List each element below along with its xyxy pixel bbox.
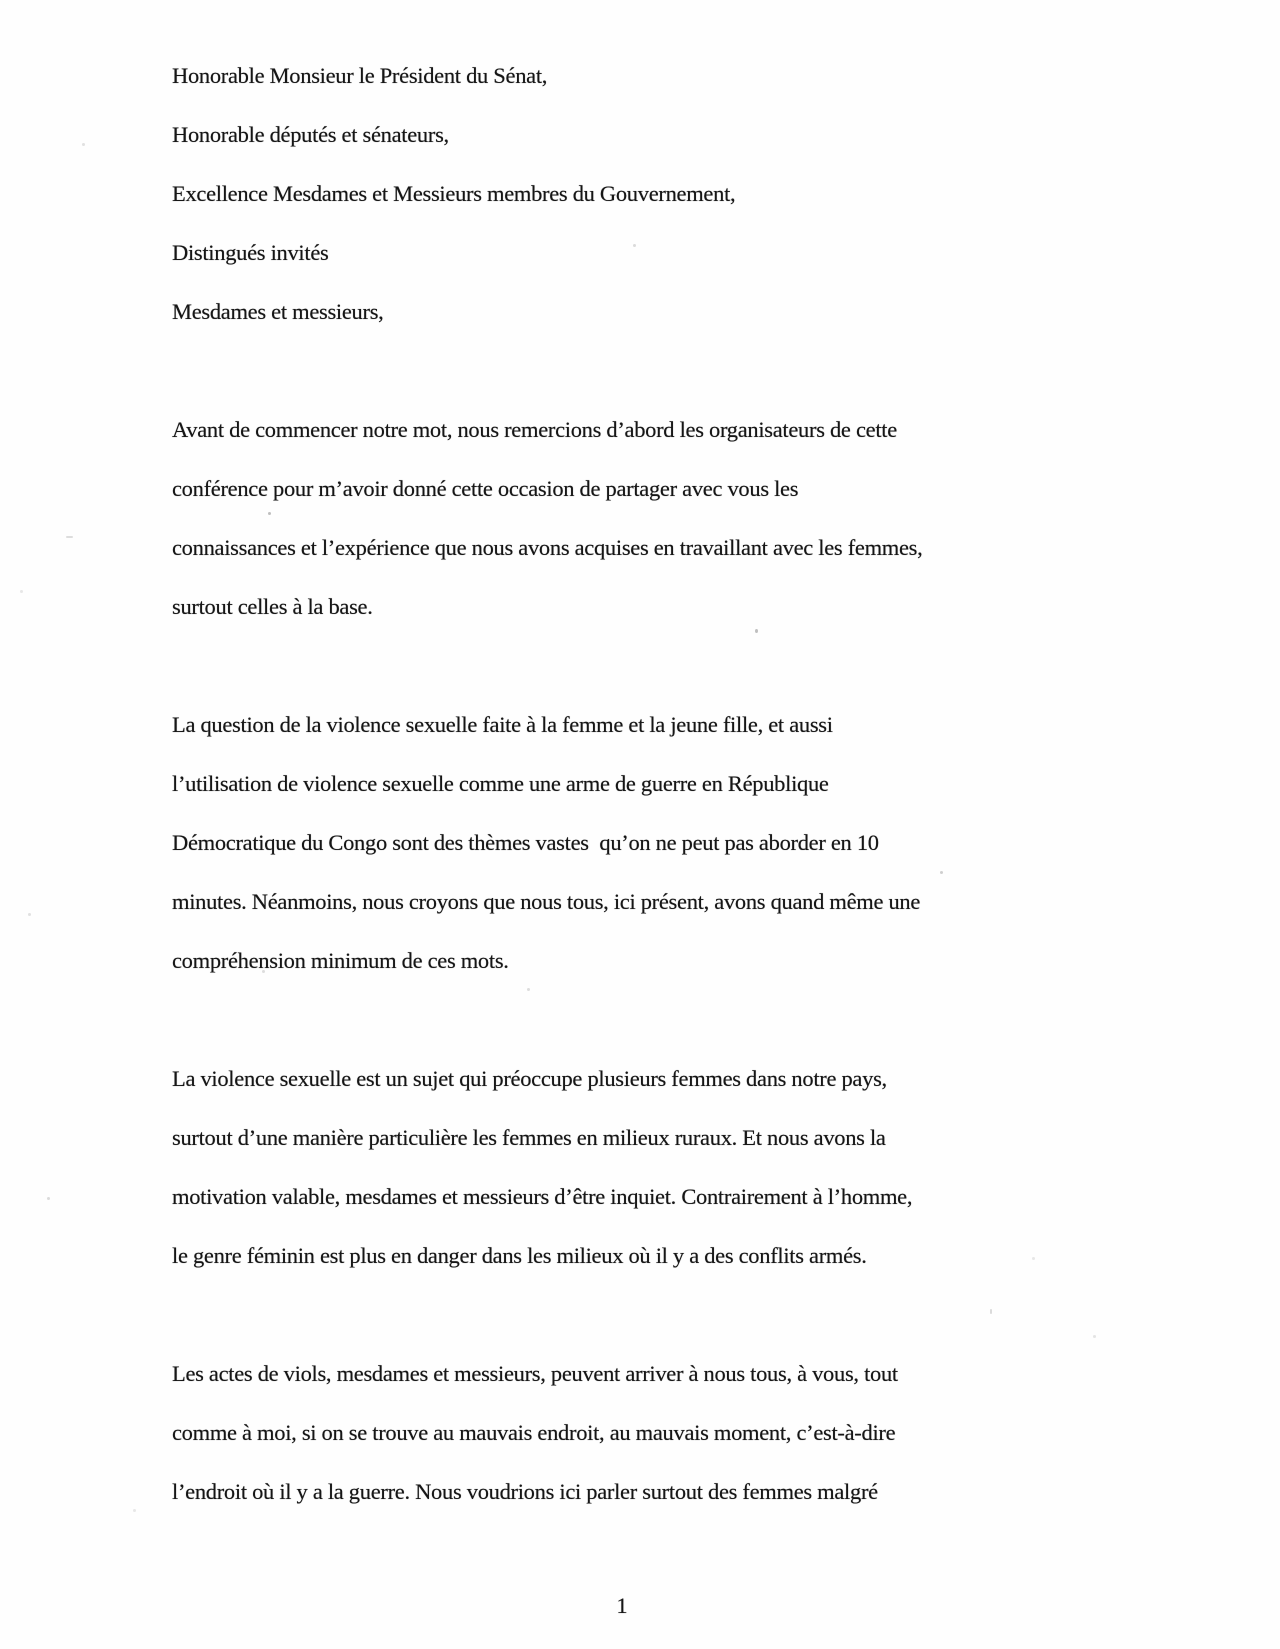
salutation-line: Honorable Monsieur le Président du Sénat,: [172, 63, 548, 88]
paragraph-4-line: comme à moi, si on se trouve au mauvais endroit, au mauvais moment, c’est-à-dire: [172, 1420, 896, 1445]
scan-speck: [20, 590, 23, 593]
scan-speck: [28, 913, 31, 916]
scan-speck: [47, 1197, 50, 1200]
paragraph-4-line: Les actes de viols, mesdames et messieurs, peuvent arriver à nous tous, à vous, tout: [172, 1361, 898, 1386]
salutation-line: Distingués invités: [172, 240, 329, 265]
paragraph-1-line: surtout celles à la base.: [172, 594, 373, 619]
paragraph-3-line: motivation valable, mesdames et messieurs d’être inquiet. Contrairement à l’homme,: [172, 1184, 913, 1209]
scan-speck: [990, 1309, 992, 1314]
blank-line: [172, 356, 1220, 415]
scan-speck: [940, 871, 943, 874]
scan-speck: [1093, 1335, 1096, 1338]
salutation-line: Mesdames et messieurs,: [172, 299, 384, 324]
scan-speck: [82, 143, 85, 146]
paragraph-3-line: La violence sexuelle est un sujet qui préoccupe plusieurs femmes dans notre pays,: [172, 1066, 887, 1091]
blank-line: [172, 1300, 1220, 1359]
scan-speck: [755, 629, 758, 633]
paragraph-2-line: compréhension minimum de ces mots.: [172, 948, 509, 973]
blank-line: [172, 1005, 1220, 1064]
paragraph-3-line: le genre féminin est plus en danger dans les milieux où il y a des conflits armés.: [172, 1243, 867, 1268]
scan-speck: [1032, 1257, 1035, 1260]
document-text-block: [172, 61, 1220, 1536]
paragraph-4-line: l’endroit où il y a la guerre. Nous voudrions ici parler surtout des femmes malgré: [172, 1479, 878, 1504]
paragraph-3-line: surtout d’une manière particulière les femmes en milieux ruraux. Et nous avons la: [172, 1125, 886, 1150]
paragraph-2-line: La question de la violence sexuelle faite à la femme et la jeune fille, et aussi: [172, 712, 833, 737]
scan-speck: [268, 512, 271, 515]
scan-speck: [262, 970, 265, 973]
paragraph-2-line: Démocratique du Congo sont des thèmes vastes qu’on ne peut pas aborder en 10: [172, 830, 879, 855]
scan-speck: [133, 1509, 136, 1512]
paragraph-2-line: l’utilisation de violence sexuelle comme une arme de guerre en République: [172, 771, 829, 796]
paragraph-1-line: connaissances et l’expérience que nous avons acquises en travaillant avec les femmes,: [172, 535, 923, 560]
salutation-line: Excellence Mesdames et Messieurs membres du Gouvernement,: [172, 181, 736, 206]
scan-speck: [527, 988, 530, 991]
paragraph-2-line: minutes. Néanmoins, nous croyons que nous tous, ici présent, avons quand même une: [172, 889, 921, 914]
salutation-line: Honorable députés et sénateurs,: [172, 122, 449, 147]
scan-speck: [633, 244, 636, 247]
blank-line: [172, 651, 1220, 710]
paragraph-1-line: conférence pour m’avoir donné cette occasion de partager avec vous les: [172, 476, 799, 501]
paragraph-1-line: Avant de commencer notre mot, nous remercions d’abord les organisateurs de cette: [172, 417, 897, 442]
scan-speck: [66, 536, 73, 538]
page-number: 1: [616, 1593, 628, 1618]
